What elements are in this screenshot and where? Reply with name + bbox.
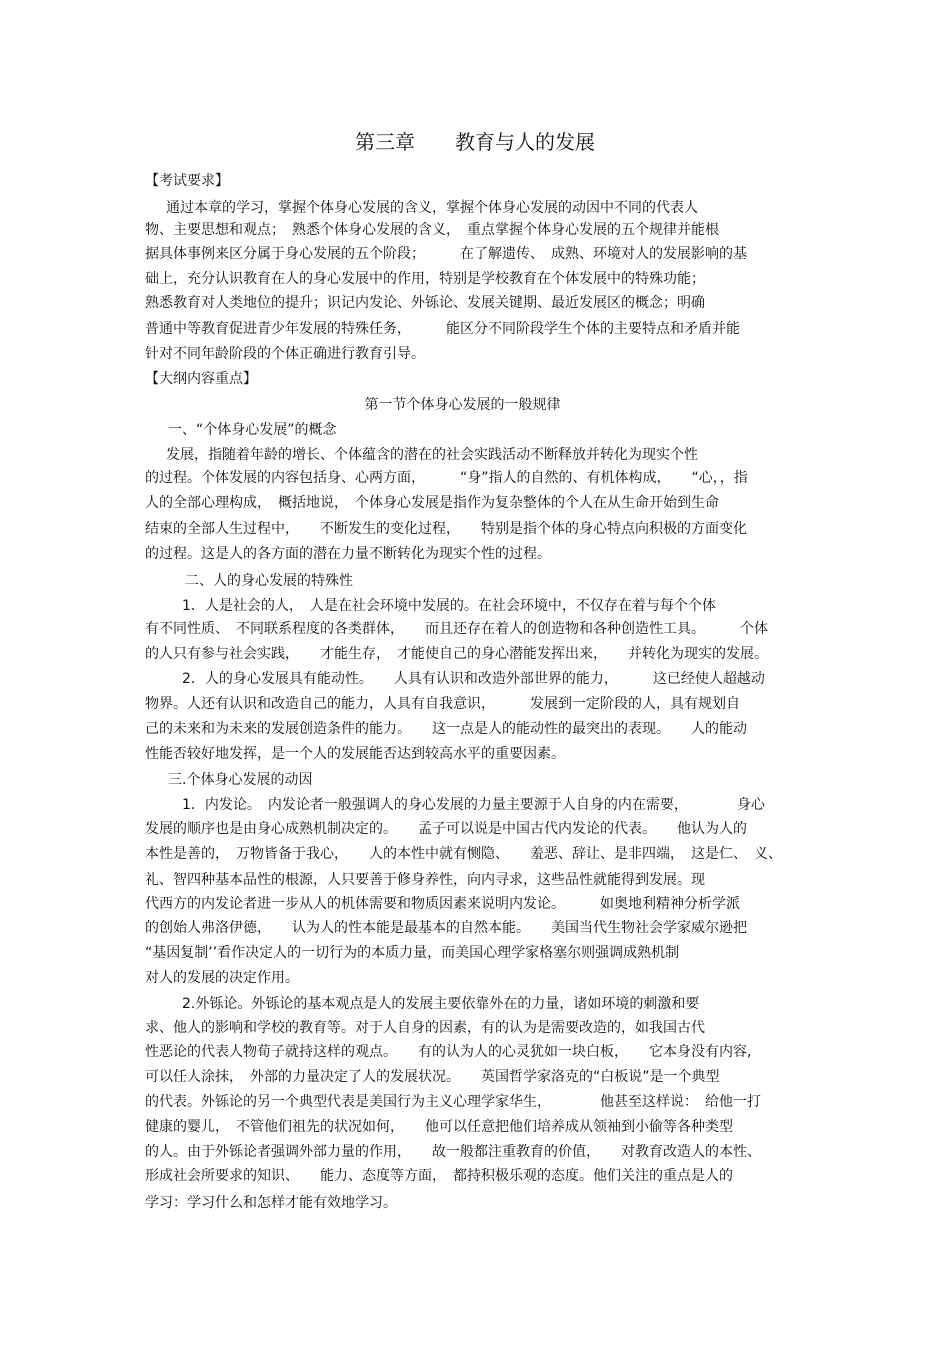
- paragraph-line: 的人只有参与社会实践， 才能生存， 才能使自己的身心潜能发挥出来， 并转化为现实的发展。: [145, 646, 768, 662]
- exam-req-line: 通过本章的学习，掌握个体身心发展的含义，掌握个体身心发展的动因中不同的代表人: [152, 200, 698, 216]
- paragraph-line: 本性是善的， 万物皆备于我心， 人的本性中就有恻隐、 羞恶、辞让、是非四端， 这是仁、 义、: [145, 846, 782, 862]
- subsection-heading: 一、“个体身心发展”的概念: [168, 422, 337, 438]
- paragraph-line: 礼、智四种基本品性的根源，人只要善于修身养性，向内寻求，这些品性就能得到发展。现: [145, 872, 705, 888]
- paragraph-line: 的过程。这是人的各方面的潜在力量不断转化为现实个性的过程。: [145, 546, 551, 562]
- subsection-heading: 二、人的身心发展的特殊性: [185, 573, 353, 589]
- section-title: 第一节个体身心发展的一般规律: [364, 397, 561, 413]
- paragraph-line: 性恶论的代表人物荀子就持这样的观点。 有的认为人的心灵犹如一块白板， 它本身没有内容,: [145, 1044, 752, 1060]
- paragraph-line: 1．人是社会的人， 人是在社会环境中发展的。在社会环境中，不仅存在着与每个个体: [168, 598, 716, 614]
- chapter-title: 第三章 教育与人的发展: [355, 130, 595, 154]
- paragraph-line: “基因复制’’看作决定人的一切行为的本质力量，而美国心理学家格塞尔则强调成熟机制: [145, 945, 680, 961]
- paragraph-line: 的创始人弗洛伊德， 认为人的性本能是最基本的自然本能。 美国当代生物社会学家威尔逊把: [145, 920, 747, 936]
- paragraph-line: 1．内发论。 内发论者一般强调人的身心发展的力量主要源于人自身的内在需要， 身心: [168, 797, 765, 813]
- paragraph-line: 己的未来和为未来的发展创造条件的能力。 这一点是人的能动性的最突出的表现。 人的能动: [145, 721, 747, 737]
- paragraph-line: 性能否较好地发挥，是一个人的发展能否达到较高水平的重要因素。: [145, 746, 565, 762]
- paragraph-line: 结束的全部人生过程中， 不断发生的变化过程， 特别是指个体的身心特点向积极的方面变化: [145, 521, 747, 537]
- paragraph-line: 2．人的身心发展具有能动性。 人具有认识和改造外部世界的能力， 这已经使人超越动: [168, 671, 765, 687]
- paragraph-line: 发展的顺序也是由身心成熟机制决定的。 孟子可以说是中国古代内发论的代表。 他认为人的: [145, 821, 747, 837]
- outline-heading: 【大纲内容重点】: [145, 371, 257, 387]
- exam-requirements-heading: 【考试要求】: [145, 173, 229, 189]
- paragraph-line: 发展，指随着年龄的增长、个体蕴含的潜在的社会实践活动不断释放并转化为现实个性: [152, 447, 698, 463]
- exam-req-line: 针对不同年龄阶段的个体正确进行教育引导。: [145, 346, 425, 362]
- exam-req-line: 物、主要思想和观点； 熟悉个体身心发展的含义， 重点掌握个体身心发展的五个规律并能根: [145, 222, 719, 238]
- paragraph-line: 可以任人涂抹， 外部的力量决定了人的发展状况。 英国哲学家洛克的“白板说”是一个典型: [145, 1069, 720, 1085]
- subsection-heading: 三.个体身心发展的动因: [168, 772, 313, 788]
- paragraph-line: 形成社会所要求的知识、 能力、态度等方面， 都持积极乐观的态度。他们关注的重点是人的: [145, 1168, 733, 1184]
- paragraph-line: 物界。人还有认识和改造自己的能力，人具有自我意识， 发展到一定阶段的人，具有规划自: [145, 696, 740, 712]
- exam-req-line: 础上，充分认识教育在人的身心发展中的作用，特别是学校教育在个体发展中的特殊功能；: [145, 271, 705, 287]
- paragraph-line: 健康的婴儿， 不管他们祖先的状况如何， 他可以任意把他们培养成从领袖到小偷等各种类型: [145, 1119, 733, 1135]
- paragraph-line: 有不同性质、 不同联系程度的各类群体， 而且还存在着人的创造物和各种创造性工具。 个体: [145, 621, 768, 637]
- paragraph-line: 2.外铄论。外铄论的基本观点是人的发展主要依靠外在的力量，诸如环境的刺激和要: [168, 996, 700, 1012]
- paragraph-line: 的过程。个体发展的内容包括身、心两方面， “身”指人的自然的、有机体构成， “心，，指: [145, 470, 748, 486]
- paragraph-line: 对人的发展的决定作用。: [145, 970, 299, 986]
- paragraph-line: 求、他人的影响和学校的教育等。对于人自身的因素，有的认为是需要改造的，如我国古代: [145, 1020, 705, 1036]
- paragraph-line: 的代表。外铄论的另一个典型代表是美国行为主义心理学家华生， 他甚至这样说： 给他一打: [145, 1094, 761, 1110]
- exam-req-line: 据具体事例来区分属于身心发展的五个阶段； 在了解遗传、 成熟、环境对人的发展影响的基: [145, 246, 747, 262]
- exam-req-line: 熟悉教育对人类地位的提升；识记内发论、外铄论、发展关键期、最近发展区的概念；明确: [145, 295, 705, 311]
- paragraph-line: 学习：学习什么和怎样才能有效地学习。: [145, 1195, 397, 1211]
- paragraph-line: 人的全部心理构成， 概括地说， 个体身心发展是指作为复杂整体的个人在从生命开始到生命: [145, 495, 719, 511]
- exam-req-line: 普通中等教育促进青少年发展的特殊任务， 能区分不同阶段学生个体的主要特点和矛盾并能: [145, 321, 740, 337]
- paragraph-line: 代西方的内发论者进一步从人的机体需要和物质因素来说明内发论。 如奥地利精神分析学派: [145, 896, 740, 912]
- paragraph-line: 的人。由于外铄论者强调外部力量的作用， 故一般都注重教育的价值， 对教育改造人的本性、: [145, 1144, 761, 1160]
